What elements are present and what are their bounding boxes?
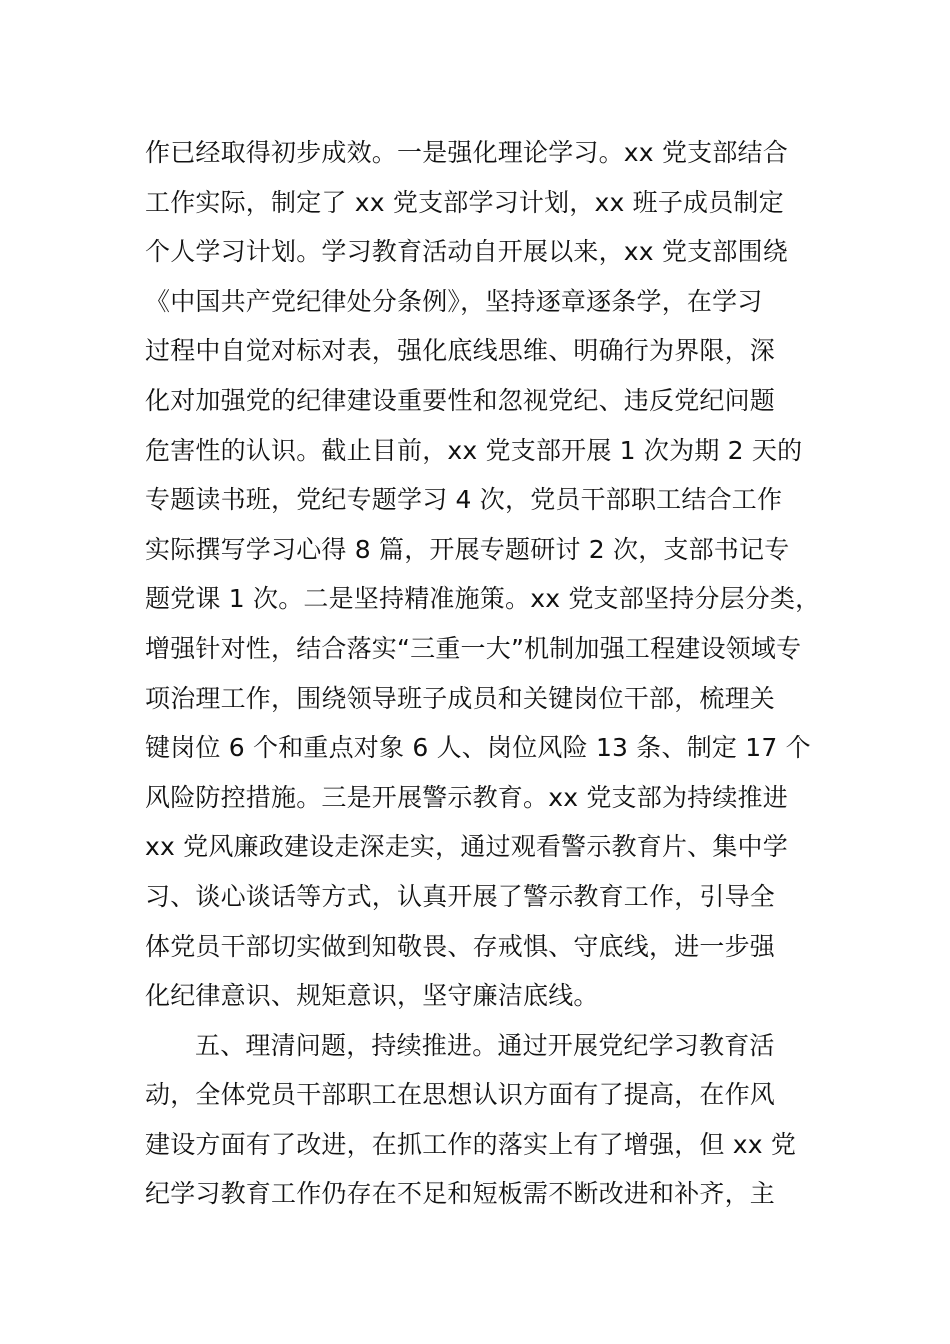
body-line: 键岗位 6 个和重点对象 6 人、岗位风险 13 条、制定 17 个	[145, 733, 811, 763]
body-line: 化纪律意识、规矩意识，坚守廉洁底线。	[145, 981, 599, 1011]
body-line: 专题读书班，党纪专题学习 4 次，党员干部职工结合工作	[145, 485, 783, 515]
paragraph-heading-line: 五、理清问题，持续推进。通过开展党纪学习教育活	[195, 1030, 775, 1060]
body-line: 实际撰写学习心得 8 篇，开展专题研讨 2 次，支部书记专	[145, 534, 790, 564]
body-line: 个人学习计划。学习教育活动自开展以来，xx 党支部围绕	[145, 237, 788, 267]
body-line: 项治理工作，围绕领导班子成员和关键岗位干部，梳理关	[145, 683, 776, 713]
body-line: 工作实际，制定了 xx 党支部学习计划，xx 班子成员制定	[145, 187, 784, 217]
body-line: 作已经取得初步成效。一是强化理论学习。xx 党支部结合	[145, 138, 788, 167]
body-line: 过程中自觉对标对表，强化底线思维、明确行为界限，深	[145, 336, 776, 366]
body-line: 化对加强党的纪律建设重要性和忽视党纪、违反党纪问题	[145, 385, 776, 415]
body-line: 危害性的认识。截止目前，xx 党支部开展 1 次为期 2 天的	[145, 435, 803, 465]
body-line: 习、谈心谈话等方式，认真开展了警示教育工作，引导全	[145, 881, 776, 911]
body-line: 《中国共产党纪律处分条例》，坚持逐章逐条学，在学习	[145, 286, 763, 316]
body-line: 增强针对性，结合落实“三重一大”机制加强工程建设领域专	[145, 633, 802, 663]
body-line: 体党员干部切实做到知敬畏、存戒惧、守底线，进一步强	[145, 931, 776, 961]
body-line: 题党课 1 次。二是坚持精准施策。xx 党支部坚持分层分类，	[145, 584, 821, 614]
body-line: 动，全体党员干部职工在思想认识方面有了提高，在作风	[145, 1080, 776, 1110]
body-line: 纪学习教育工作仍存在不足和短板需不断改进和补齐，主	[145, 1179, 776, 1209]
body-line: 风险防控措施。三是开展警示教育。xx 党支部为持续推进	[145, 782, 788, 812]
body-line: 建设方面有了改进，在抓工作的落实上有了增强，但 xx 党	[145, 1129, 797, 1159]
document-body	[145, 128, 825, 1219]
body-line: xx 党风廉政建设走深走实，通过观看警示教育片、集中学	[145, 832, 788, 862]
